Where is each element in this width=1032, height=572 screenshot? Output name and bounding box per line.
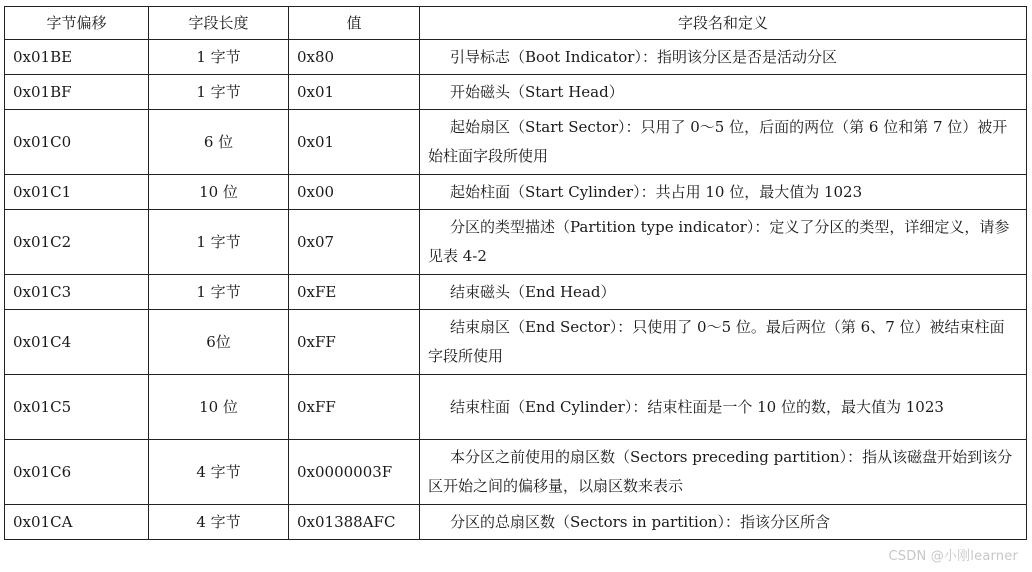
- definition-text: 开始磁头（Start Head）: [450, 82, 624, 101]
- definition-text: 结束扇区（End Sector）：只使用了 0～5 位。最后两位（第 6、7 位）被结束柱面字段所使用: [428, 318, 1005, 365]
- definition-text: 本分区之前使用的扇区数（Sectors preceding partition）：指从该磁盘开始到该分区开始之间的偏移量，以扇区数来表示: [428, 448, 1013, 495]
- cell-offset: 0x01C6: [5, 440, 149, 505]
- table-row: [5, 210, 1027, 275]
- definition-text: 起始柱面（Start Cylinder）：共占用 10 位，最大值为 1023: [450, 182, 863, 201]
- definition-text: 分区的总扇区数（Sectors in partition）：指该分区所含: [450, 512, 831, 531]
- cell-value: 0x01: [289, 110, 420, 175]
- cell-value: 0x80: [289, 40, 420, 75]
- cell-size: 4 字节: [149, 440, 289, 505]
- cell-offset: 0x01BF: [5, 75, 149, 110]
- cell-offset: 0x01CA: [5, 505, 149, 540]
- definition-text: 起始扇区（Start Sector）：只用了 0～5 位，后面的两位（第 6 位和第 7 位）被开始柱面字段所使用: [428, 118, 1008, 165]
- cell-offset: 0x01C3: [5, 275, 149, 310]
- cell-size: 10 位: [149, 375, 289, 440]
- header-definition: 字段名和定义: [420, 7, 1027, 40]
- definition-text: 分区的类型描述（Partition type indicator）：定义了分区的类型，详细定义，请参见表 4-2: [428, 218, 1010, 265]
- cell-definition: [420, 505, 1027, 540]
- table-row: [5, 275, 1027, 310]
- cell-value: 0xFF: [289, 375, 420, 440]
- definition-text: 结束磁头（End Head）: [450, 282, 616, 301]
- cell-value: 0x0000003F: [289, 440, 420, 505]
- definition-text: 结束柱面（End Cylinder）：结束柱面是一个 10 位的数，最大值为 1023: [450, 397, 944, 416]
- cell-offset: 0x01C4: [5, 310, 149, 375]
- table-row: [5, 310, 1027, 375]
- cell-size: 1 字节: [149, 40, 289, 75]
- cell-value: 0x01388AFC: [289, 505, 420, 540]
- cell-offset: 0x01C2: [5, 210, 149, 275]
- header-offset: 字节偏移: [5, 7, 149, 40]
- cell-definition: [420, 375, 1027, 440]
- partition-table: [4, 6, 1027, 540]
- cell-offset: 0x01C5: [5, 375, 149, 440]
- header-value: 值: [289, 7, 420, 40]
- table-row: [5, 375, 1027, 440]
- watermark: CSDN @小刚learner: [888, 549, 1018, 564]
- table-row: [5, 40, 1027, 75]
- cell-definition: [420, 175, 1027, 210]
- cell-value: 0x00: [289, 175, 420, 210]
- cell-size: 4 字节: [149, 505, 289, 540]
- cell-definition: [420, 310, 1027, 375]
- cell-definition: [420, 275, 1027, 310]
- cell-offset: 0x01BE: [5, 40, 149, 75]
- cell-size: 6 位: [149, 110, 289, 175]
- cell-value: 0xFE: [289, 275, 420, 310]
- cell-definition: [420, 210, 1027, 275]
- definition-text: 引导标志（Boot Indicator）：指明该分区是否是活动分区: [450, 47, 837, 66]
- cell-size: 1 字节: [149, 210, 289, 275]
- cell-size: 10 位: [149, 175, 289, 210]
- cell-value: 0x01: [289, 75, 420, 110]
- cell-value: 0x07: [289, 210, 420, 275]
- table-row: [5, 440, 1027, 505]
- cell-offset: 0x01C0: [5, 110, 149, 175]
- table-row: [5, 505, 1027, 540]
- cell-size: 6位: [149, 310, 289, 375]
- cell-definition: [420, 110, 1027, 175]
- cell-value: 0xFF: [289, 310, 420, 375]
- table-row: [5, 75, 1027, 110]
- cell-size: 1 字节: [149, 75, 289, 110]
- header-size: 字段长度: [149, 7, 289, 40]
- header-row: [5, 7, 1027, 40]
- cell-definition: [420, 75, 1027, 110]
- cell-size: 1 字节: [149, 275, 289, 310]
- table-row: [5, 110, 1027, 175]
- cell-definition: [420, 440, 1027, 505]
- table-row: [5, 175, 1027, 210]
- cell-offset: 0x01C1: [5, 175, 149, 210]
- cell-definition: [420, 40, 1027, 75]
